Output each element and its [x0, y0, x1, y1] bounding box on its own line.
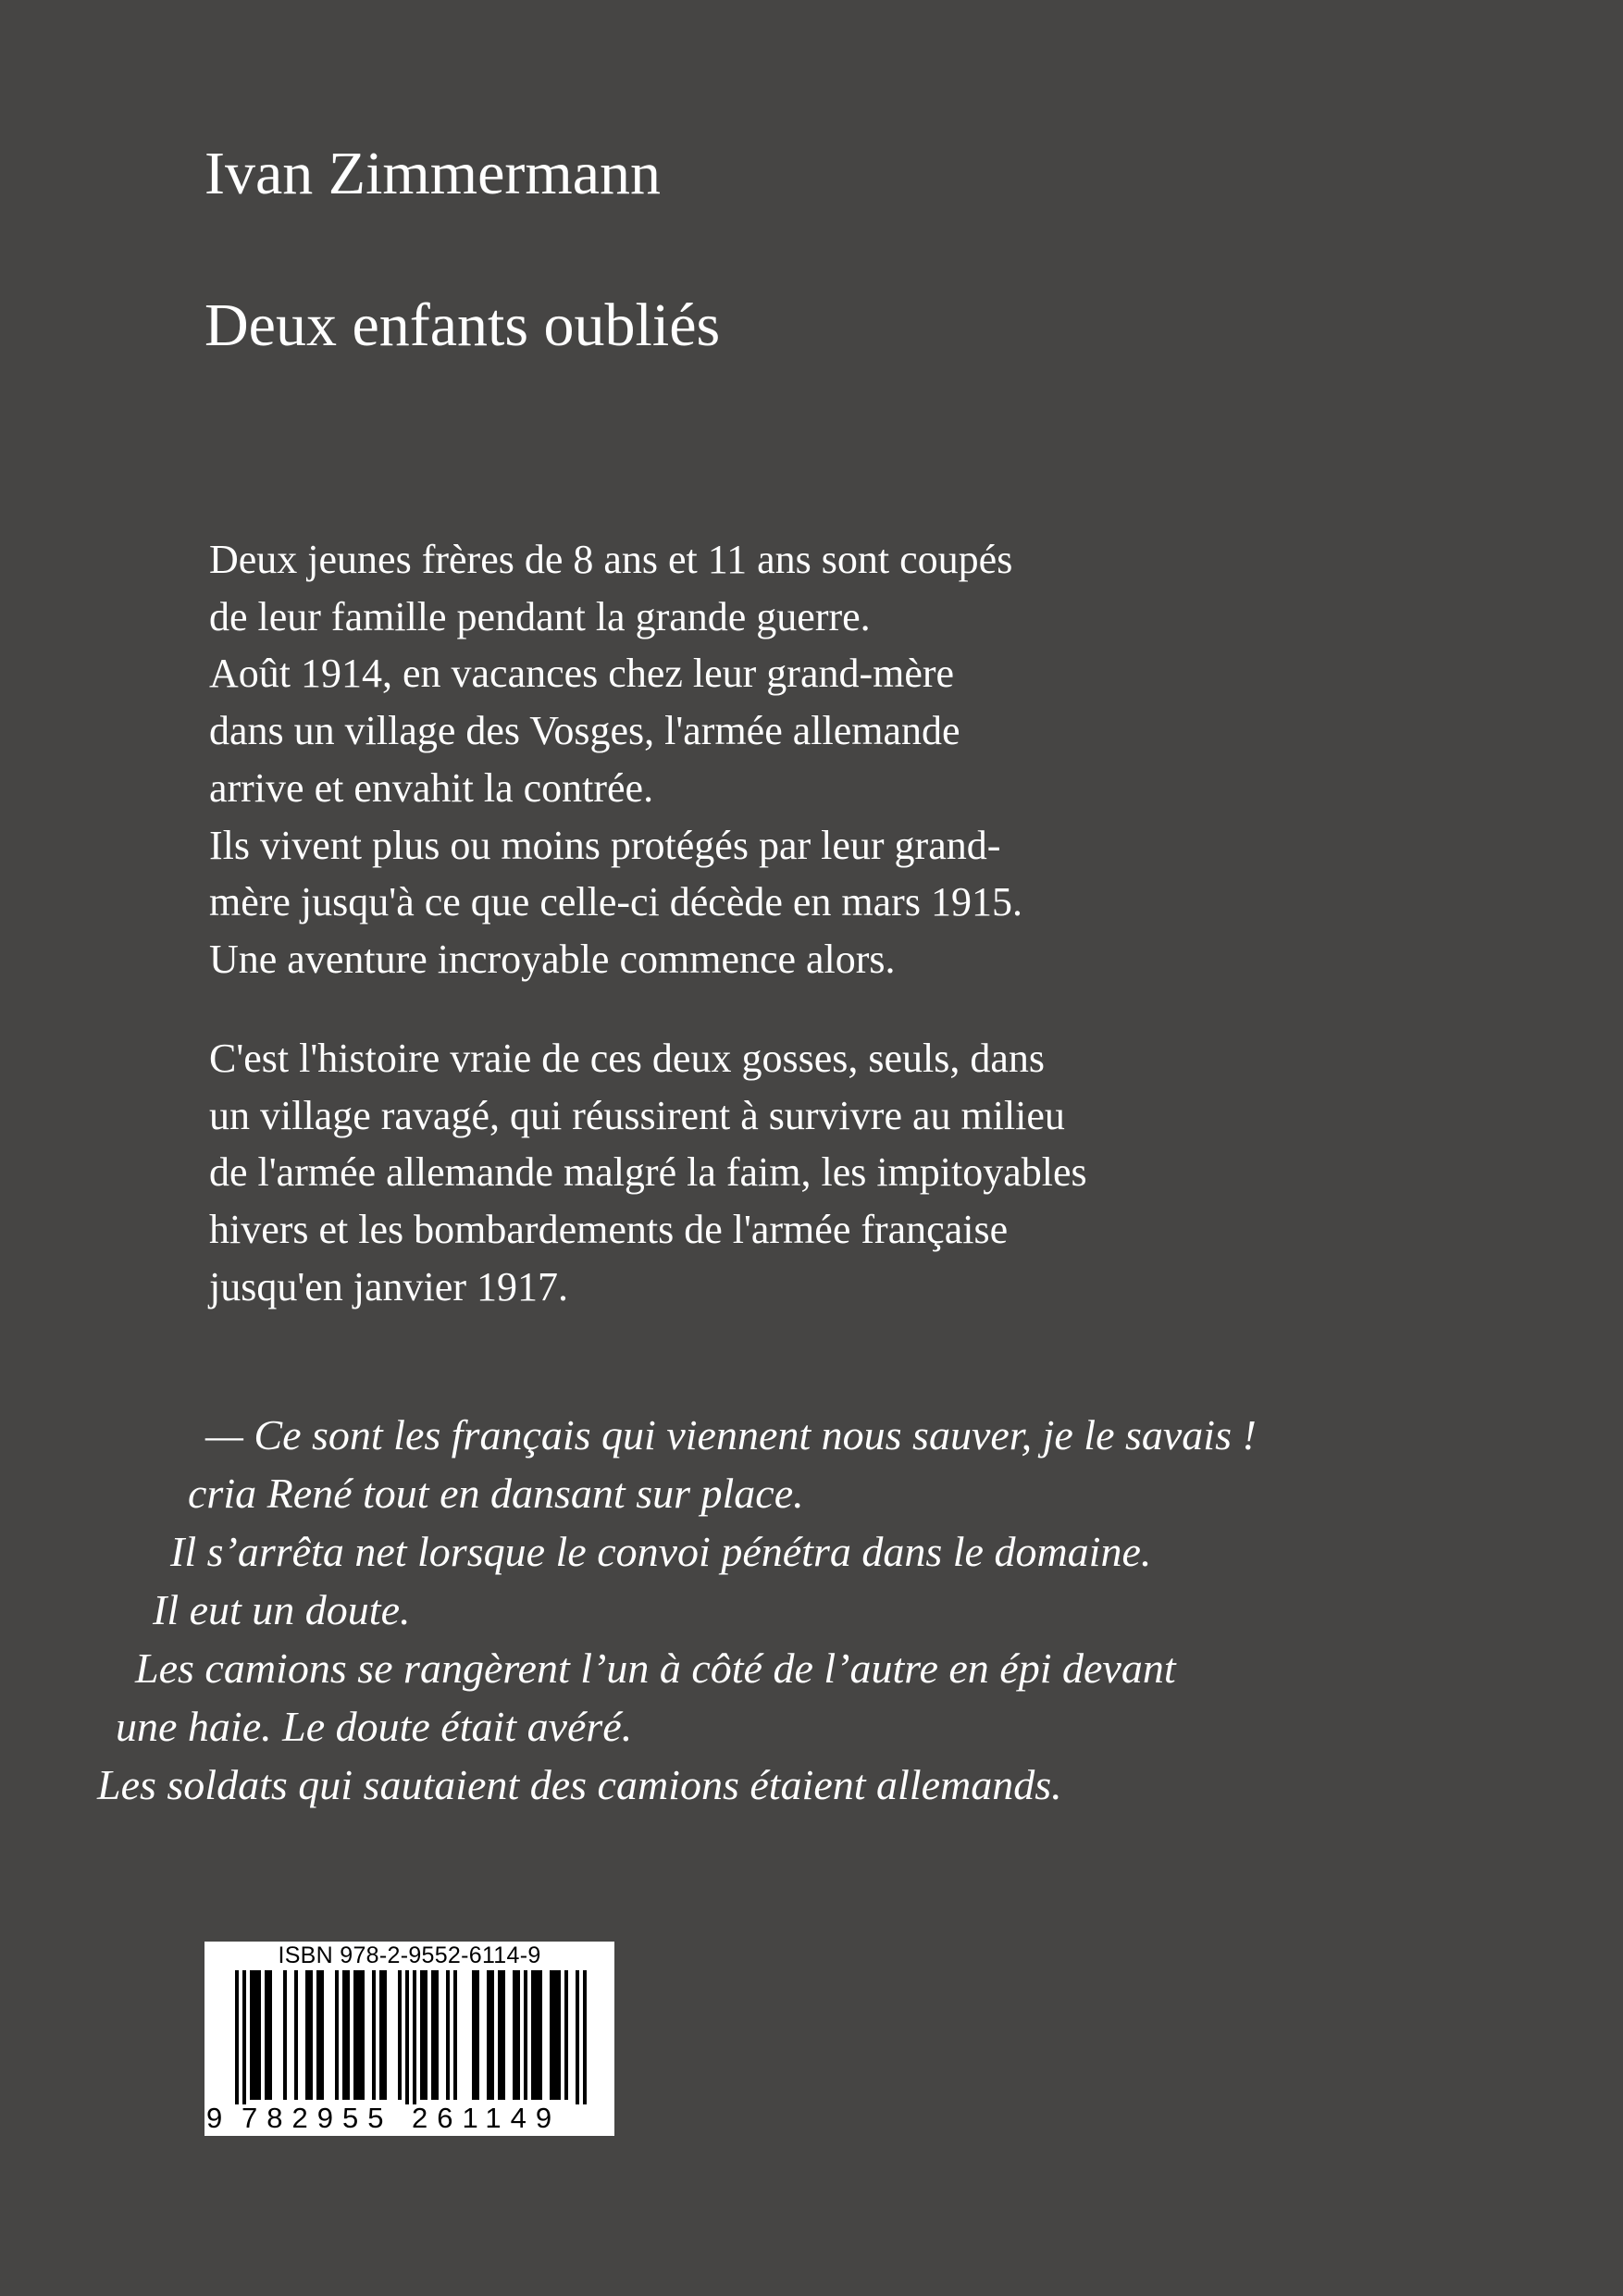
blurb-line: Août 1914, en vacances chez leur grand-mère: [209, 651, 955, 697]
excerpt-line: cria René tout en dansant sur place.: [188, 1470, 804, 1517]
barcode-bar: [265, 1970, 272, 2100]
barcode-bars: [204, 1970, 614, 2104]
isbn-label: ISBN 978-2-9552-6114-9: [278, 1942, 541, 1968]
barcode-bar: [513, 1970, 520, 2100]
excerpt-line: Il eut un doute.: [153, 1586, 411, 1633]
barcode-bar: [420, 1970, 427, 2100]
blurb-line: dans un village des Vosges, l'armée allemande: [209, 708, 960, 754]
barcode-bar: [576, 1970, 579, 2104]
barcode-bar: [294, 1970, 298, 2100]
excerpt-line: — Ce sont les français qui viennent nous sauver, je le savais !: [205, 1411, 1257, 1458]
barcode-bar: [372, 1970, 376, 2100]
blurb-line: Une aventure incroyable commence alors.: [209, 936, 896, 982]
barcode-digits: [204, 2103, 614, 2134]
blurb-line: jusqu'en janvier 1917.: [209, 1263, 568, 1309]
blurb-line: hivers et les bombardements de l'armée française: [209, 1207, 1009, 1253]
barcode-bar: [235, 1970, 239, 2104]
blurb-paragraph-2: [209, 1030, 1087, 1316]
blurb-paragraph-1: [209, 531, 1022, 988]
barcode-right-digits: 261149: [412, 2102, 562, 2134]
barcode-bar: [413, 1970, 416, 2104]
author-name: Ivan Zimmermann: [204, 140, 662, 207]
barcode-bar: [342, 1970, 350, 2100]
barcode-bar: [472, 1970, 479, 2100]
excerpt-line: Les soldats qui sautaient des camions étaient allemands.: [97, 1761, 1062, 1808]
barcode-bar: [316, 1970, 324, 2100]
barcode-bar: [524, 1970, 527, 2100]
barcode-bar: [283, 1970, 287, 2100]
barcode-bar: [405, 1970, 409, 2104]
blurb-line: C'est l'histoire vraie de ces deux gosses, seuls, dans: [209, 1036, 1046, 1081]
barcode-bar: [487, 1970, 494, 2100]
barcode-bar: [250, 1970, 261, 2100]
barcode-bar: [335, 1970, 339, 2100]
book-title: Deux enfants oubliés: [204, 292, 721, 359]
barcode-bar: [446, 1970, 450, 2100]
blurb-line: de l'armée allemande malgré la faim, les impitoyables: [209, 1149, 1087, 1196]
barcode-bar: [398, 1970, 402, 2100]
blurb-line: un village ravagé, qui réussirent à survivre au milieu: [209, 1092, 1065, 1138]
barcode-bar: [564, 1970, 568, 2100]
barcode-bar: [305, 1970, 313, 2100]
blurb-line: Deux jeunes frères de 8 ans et 11 ans sont coupés: [209, 537, 1013, 582]
barcode-bar: [531, 1970, 542, 2100]
barcode-bar: [379, 1970, 387, 2100]
blurb-line: mère jusqu'à ce que celle-ci décède en mars 1915.: [209, 879, 1022, 925]
excerpt-line: Les camions se rangèrent l’un à côté de l’autre en épi devant: [135, 1644, 1176, 1692]
blurb-line: arrive et envahit la contrée.: [209, 764, 654, 811]
barcode-first-digit: 9: [206, 2102, 223, 2134]
barcode-bar: [550, 1970, 561, 2100]
blurb-line: Ils vivent plus ou moins protégés par leur grand-: [209, 822, 1001, 868]
excerpt-line: une haie. Le doute était avéré.: [116, 1703, 633, 1750]
barcode-bar: [583, 1970, 587, 2104]
barcode-bar: [353, 1970, 365, 2100]
excerpt-line: Il s’arrêta net lorsque le convoi pénétra dans le domaine.: [170, 1528, 1152, 1575]
barcode-bar: [242, 1970, 246, 2104]
isbn-barcode: [204, 1942, 614, 2136]
blurb-line: de leur famille pendant la grande guerre.: [209, 593, 871, 639]
barcode-left-digits: 782955: [242, 2102, 393, 2134]
barcode-bar: [498, 1970, 505, 2100]
barcode-bar: [431, 1970, 439, 2100]
barcode-bar: [453, 1970, 457, 2100]
